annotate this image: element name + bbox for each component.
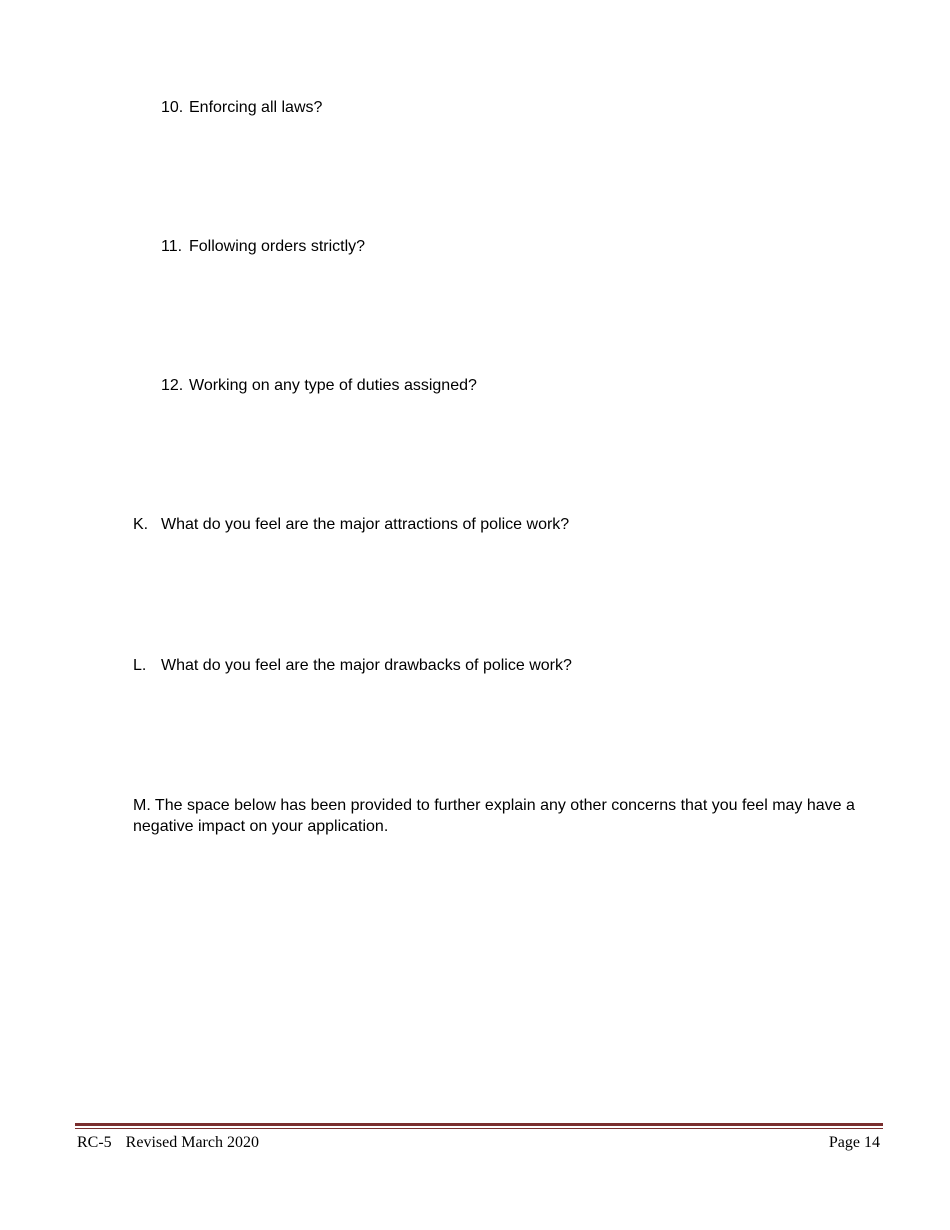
question-number: 10. — [161, 99, 184, 116]
revision-date: Revised March 2020 — [125, 1134, 259, 1151]
page-number: Page 14 — [828, 1134, 880, 1151]
section-m: M. The space below has been provided to further explain any other concerns that you feel may have a negative impact on your application. — [133, 797, 855, 835]
section-text: What do you feel are the major drawbacks of police work? — [161, 657, 572, 674]
footer-rule-thin — [75, 1128, 883, 1129]
question-text: Following orders strictly? — [189, 238, 366, 255]
footer-left — [77, 1132, 259, 1154]
footer-rule — [75, 1123, 883, 1126]
form-code: RC-5 — [77, 1134, 112, 1151]
page-footer — [77, 1132, 880, 1154]
question-12 — [161, 375, 477, 396]
section-l — [133, 655, 572, 676]
question-11 — [161, 236, 365, 257]
section-letter: K. — [133, 516, 149, 533]
section-letter: L. — [133, 657, 147, 674]
question-number: 11. — [161, 238, 183, 255]
question-text: Enforcing all laws? — [189, 99, 323, 116]
question-text: Working on any type of duties assigned? — [189, 377, 477, 394]
question-10 — [161, 97, 322, 118]
section-k — [133, 514, 569, 535]
question-number: 12. — [161, 377, 184, 394]
section-text: What do you feel are the major attractions of police work? — [161, 516, 570, 533]
